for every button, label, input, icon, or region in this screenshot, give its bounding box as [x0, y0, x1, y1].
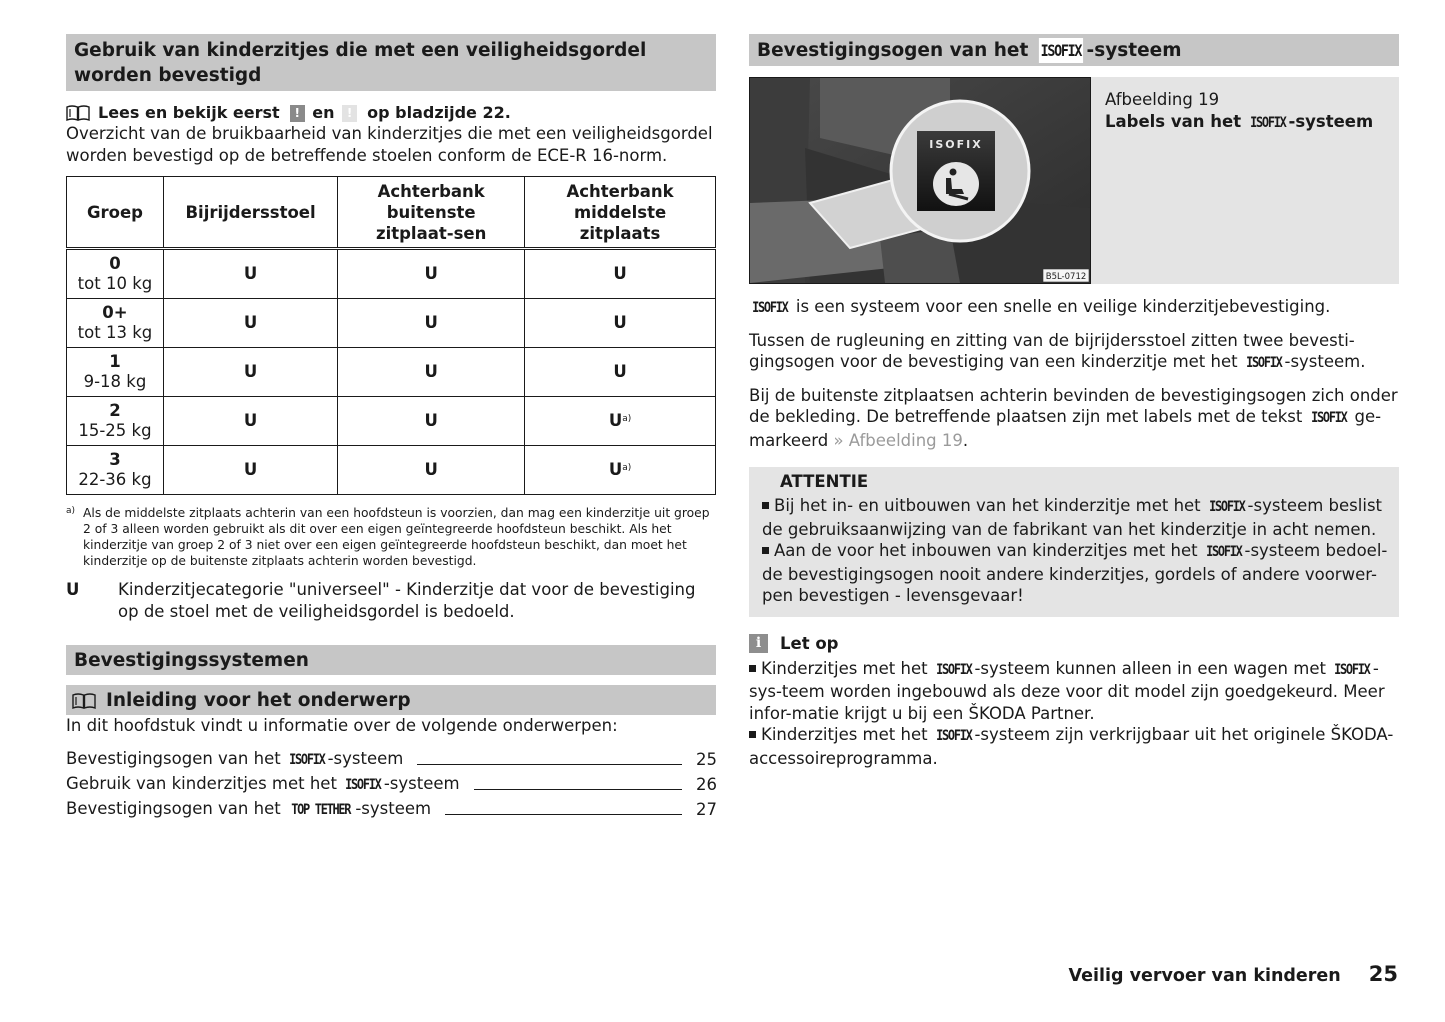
suitability-cell: [338, 348, 525, 397]
isofix-label-photo: [749, 77, 1091, 284]
section-title-suffix: -systeem: [1086, 40, 1182, 61]
suitability-value: U: [243, 264, 258, 283]
bullet-icon: [762, 547, 769, 554]
toc-entry-text: Bevestigingsogen van het: [66, 798, 286, 818]
isofix-logo: ISOFIX: [1249, 115, 1286, 131]
child-seat-usage-table: [66, 176, 716, 495]
table-of-contents: [66, 747, 716, 822]
suitability-cell: [525, 299, 716, 348]
suitability-value: U: [424, 264, 438, 283]
note-item: Kinderzitjes met het ISOFIX -systeem zijn verkrijgbaar uit het originele ŠKODA-accessoireprogramma.: [749, 725, 1394, 768]
suitability-cell: [338, 249, 525, 299]
figure-title-text: Labels van het: [1105, 112, 1247, 131]
isofix-logo: ISOFIX: [1039, 38, 1083, 63]
footnote-reference[interactable]: a): [622, 414, 632, 424]
suitability-value: U: [424, 313, 438, 332]
suitability-value: U: [613, 362, 627, 381]
suitability-cell: [338, 299, 525, 348]
table-intro: Overzicht van de bruikbaarheid van kinderzitjes die met een veiligheidsgordel worden bevestigd op de betreffende stoelen conform de ECE-R 16-norm.: [66, 124, 713, 165]
table-row: [67, 446, 716, 495]
subsection-title-introduction: [66, 685, 716, 715]
toc-entry-suffix: -systeem: [327, 748, 404, 768]
section-title-seatbelt-child-seats: Gebruik van kinderzitjes die met een veiligheidsgordel worden bevestigd: [66, 34, 716, 91]
suitability-cell: [338, 446, 525, 495]
isofix-logo: ISOFIX: [1334, 661, 1370, 678]
footnote-text: Als de middelste zitplaats achterin van een hoofdsteun is voorzien, dan mag een kinderzitje uit groep 2 of 3 alleen worden gebruikt als dit over een eigen geïntegreerde hoofdsteun beschikt. Als het kinderzitje van groep 2 of 3 niet over een eigen geïntegreerde hoofdsteun beschikt, dan moet het kinderzitje op de buitenste zitplaats achterin worden bevestigd.: [83, 506, 710, 568]
figure-title: [1105, 111, 1385, 134]
table-header-row: [67, 177, 716, 249]
caution-icon[interactable]: !: [342, 105, 357, 122]
group-cell: [67, 397, 164, 446]
suitability-value: U: [608, 460, 623, 479]
subsection-title-text: Inleiding voor het onderwerp: [106, 690, 411, 711]
bullet-icon: [749, 665, 756, 672]
group-number: 1: [109, 352, 121, 371]
header-group: Groep: [67, 177, 164, 249]
suitability-cell: [163, 249, 337, 299]
paragraph-rear-seat-anchors: Bij de buitenste zitplaatsen achterin bevinden de bevestigingsogen zich onder de bekleding. De betreffende plaatsen zijn met labels met de tekst ISOFIX ge-markeerd » Afbeelding 19.: [749, 385, 1398, 450]
section-title-isofix-anchors: [749, 34, 1399, 66]
table-footnote: [66, 505, 716, 569]
toc-leader-line: [445, 814, 682, 815]
toc-entry-text: Gebruik van kinderzitjes met het: [66, 773, 343, 793]
suitability-cell: [525, 446, 716, 495]
suitability-value: U: [243, 313, 258, 332]
table-row: [67, 348, 716, 397]
figure-19: [749, 77, 1399, 284]
toc-page-number: 27: [696, 799, 717, 819]
note-box: [749, 633, 1399, 770]
note-item: Kinderzitjes met het ISOFIX -systeem kunnen alleen in een wagen met ISOFIX -sys-teem worden ingebouwd als deze voor dit model zijn goedgekeurd. Meer infor-matie krijgt u bij een ŠKODA Partner.: [749, 658, 1385, 723]
book-icon: [72, 693, 96, 709]
toc-leader-line: [417, 764, 682, 765]
group-weight: tot 10 kg: [77, 274, 153, 293]
figure-title-suffix: -systeem: [1288, 112, 1374, 131]
warning-icon[interactable]: !: [290, 105, 305, 122]
group-cell: [67, 299, 164, 348]
group-number: 3: [109, 450, 121, 469]
left-column: [66, 34, 716, 822]
suitability-value: U: [608, 411, 623, 430]
suitability-cell: [163, 397, 337, 446]
footnote-mark: a): [66, 506, 76, 516]
toc-entry[interactable]: [66, 797, 716, 822]
legend-universal: [66, 579, 716, 623]
legend-value: Kinderzitjecategorie "universeel" - Kinderzitje dat voor de bevestiging op de stoel met de veiligheidsgordel is bedoeld.: [118, 580, 696, 621]
group-weight: 15-25 kg: [78, 421, 152, 440]
header-rear-outer: Achterbank buitenste zitplaat-sen: [338, 177, 525, 249]
header-passenger-seat: Bijrijdersstoel: [163, 177, 337, 249]
toc-entry[interactable]: [66, 747, 716, 772]
read-first-text-middle: en: [312, 103, 335, 122]
read-first-page-link[interactable]: op bladzijde 22.: [367, 103, 511, 122]
photo-isofix-text: ISOFIX: [929, 138, 983, 151]
legend-key: U: [66, 580, 80, 599]
footnote-reference[interactable]: a): [622, 463, 632, 473]
table-row: [67, 249, 716, 299]
book-icon: [66, 105, 90, 121]
toc-entry[interactable]: [66, 772, 716, 797]
isofix-logo: ISOFIX: [289, 751, 325, 768]
suitability-cell: [163, 446, 337, 495]
figure-19-link[interactable]: » Afbeelding 19: [833, 430, 963, 450]
figure-caption: [1091, 77, 1399, 284]
isofix-logo: ISOFIX: [935, 728, 972, 744]
toc-page-number: 25: [696, 749, 717, 769]
page-footer: [1069, 962, 1398, 986]
group-weight: 9-18 kg: [83, 372, 147, 391]
photo-code: B5L-0712: [1045, 272, 1087, 282]
group-cell: [67, 348, 164, 397]
suitability-value: U: [424, 362, 438, 381]
info-icon: i: [749, 634, 768, 653]
page-number: 25: [1368, 962, 1398, 986]
isofix-logo: ISOFIX: [935, 661, 972, 678]
attention-box: [749, 467, 1399, 617]
bullet-icon: [749, 731, 756, 738]
section-title-text: Bevestigingsogen van het: [757, 40, 1035, 61]
section-title-fastening-systems: Bevestigingssystemen: [66, 645, 716, 675]
group-number: 0+: [102, 303, 128, 322]
toc-entry-suffix: -systeem: [355, 798, 432, 818]
toc-entry-text: Bevestigingsogen van het: [66, 748, 286, 768]
toc-leader-line: [474, 789, 682, 790]
suitability-cell: [338, 397, 525, 446]
group-weight: tot 13 kg: [77, 323, 153, 342]
group-number: 2: [109, 401, 121, 420]
suitability-value: U: [243, 460, 258, 479]
isofix-logo: ISOFIX: [1245, 355, 1282, 371]
header-rear-middle: Achterbank middelste zitplaats: [525, 177, 716, 249]
toc-intro: In dit hoofdstuk vindt u informatie over de volgende onderwerpen:: [66, 716, 618, 735]
toc-page-number: 26: [696, 774, 717, 794]
read-first-note: [66, 103, 716, 123]
attention-item: Aan de voor het inbouwen van kinderzitjes met het ISOFIX -systeem bedoel-de bevestigingsogen nooit andere kinderzitjes, gordels of andere voorwer-pen bevestigen - levensgevaar!: [762, 541, 1388, 605]
bullet-icon: [762, 502, 769, 509]
isofix-logo: ISOFIX: [345, 776, 381, 793]
read-first-text-before: Lees en bekijk eerst: [98, 103, 280, 122]
group-cell: [67, 249, 164, 299]
paragraph-passenger-seat-anchors: Tussen de rugleuning en zitting van de bijrijdersstoel zitten twee bevesti-gingsogen voor de bevestiging van een kinderzitje met het ISOFIX -systeem.: [749, 330, 1399, 375]
table-row: [67, 397, 716, 446]
suitability-cell: [163, 348, 337, 397]
paragraph-isofix-definition: ISOFIX is een systeem voor een snelle en veilige kinderzitjebevestiging.: [749, 296, 1399, 320]
suitability-value: U: [424, 411, 438, 430]
suitability-cell: [525, 397, 716, 446]
note-title: i Let op: [749, 633, 1399, 654]
suitability-value: U: [424, 460, 438, 479]
footer-section-title: Veilig vervoer van kinderen: [1068, 966, 1341, 986]
isofix-logo: ISOFIX: [752, 300, 788, 316]
attention-title: ATTENTIE: [780, 472, 869, 491]
group-cell: [67, 446, 164, 495]
suitability-value: U: [243, 411, 258, 430]
attention-item: Bij het in- en uitbouwen van het kinderzitje met het ISOFIX -systeem beslist de gebruiksaanwijzing van de fabrikant van het kinderzitje in acht nemen.: [762, 496, 1383, 539]
suitability-cell: [525, 348, 716, 397]
suitability-value: U: [613, 264, 627, 283]
isofix-logo: ISOFIX: [1205, 544, 1242, 560]
table-row: [67, 299, 716, 348]
suitability-cell: [163, 299, 337, 348]
isofix-logo: ISOFIX: [1209, 499, 1245, 515]
suitability-value: U: [613, 313, 627, 332]
isofix-logo: ISOFIX: [1310, 410, 1347, 426]
toc-entry-suffix: -systeem: [383, 773, 460, 793]
group-number: 0: [109, 254, 121, 273]
group-weight: 22-36 kg: [78, 470, 152, 489]
right-column: [749, 34, 1399, 769]
top-tether-logo: TOP TETHER: [291, 801, 351, 818]
suitability-cell: [525, 249, 716, 299]
suitability-value: U: [243, 362, 258, 381]
figure-label: Afbeelding 19: [1105, 90, 1220, 109]
